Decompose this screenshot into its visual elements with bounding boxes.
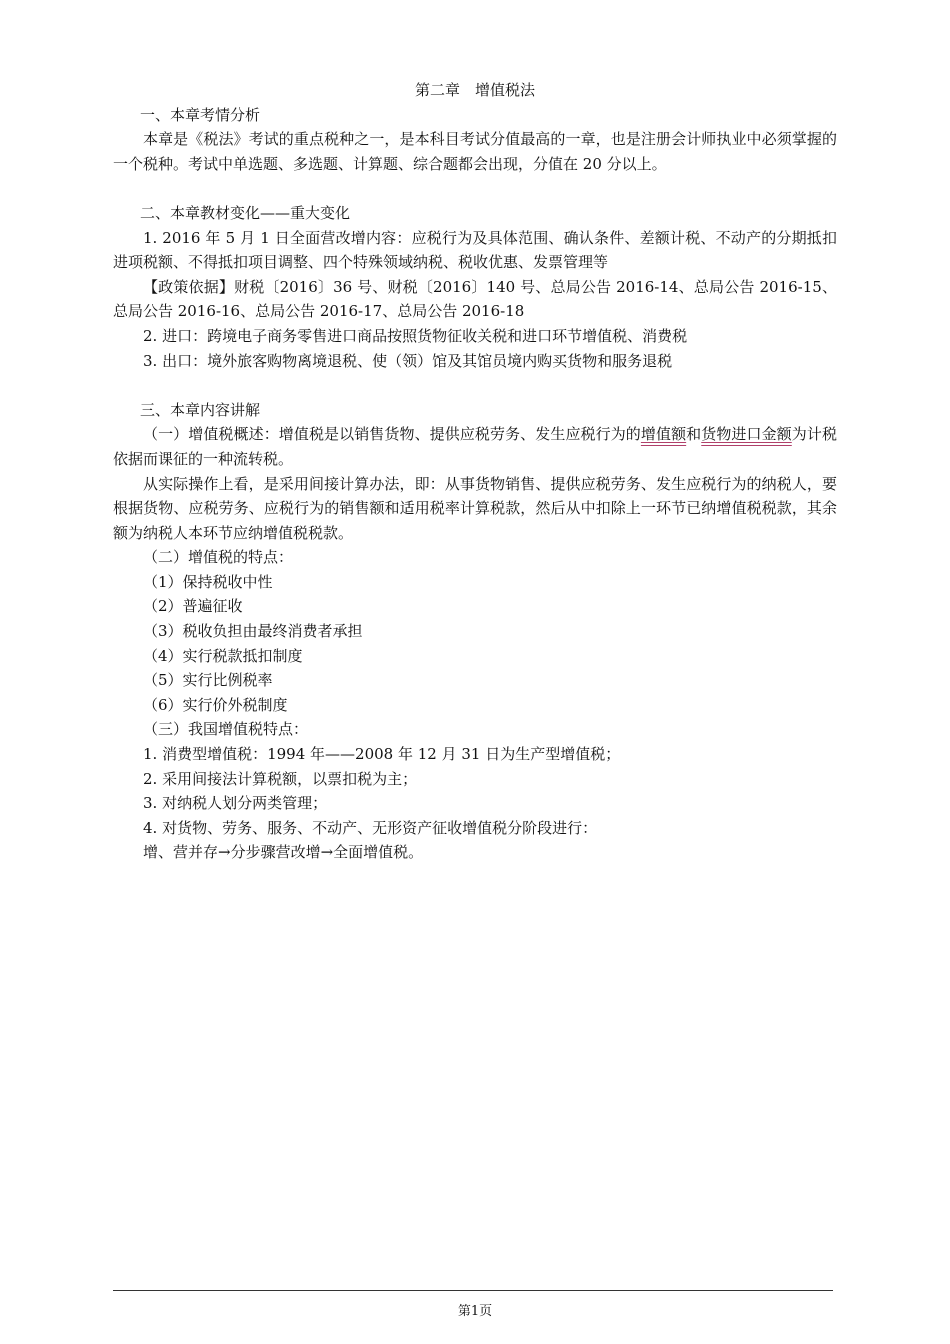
change-item-1: 1. 2016 年 5 月 1 日全面营改增内容：应税行为及具体范围、确认条件、差额计税、不动产的分期抵扣进项税额、不得抵扣项目调整、四个特殊领域纳税、税收优惠、发票管理等: [113, 228, 837, 272]
underlined-term-value-added: 增值额: [640, 425, 687, 444]
policy-basis-label: 【政策依据】: [143, 277, 235, 296]
section-heading-textbook-changes: 二、本章教材变化——重大变化: [140, 203, 351, 222]
section-heading-content: 三、本章内容讲解: [140, 400, 261, 419]
overview-text-c: 为计税依据而课征的一种流转税。: [113, 425, 837, 468]
practice-paragraph: 从实际操作上看，是采用间接计算办法，即：从事货物销售、提供应税劳务、发生应税行为的纳税人，要根据货物、应税劳务、应税行为的销售额和适用税率计算税款，然后从中扣除上一环节已纳增值税税款，其余额为纳税人本环节应纳增值税税款。: [113, 474, 837, 542]
page-number: 第1页: [457, 1304, 493, 1319]
features-heading: （二）增值税的特点：: [143, 548, 294, 567]
document-body: [113, 78, 837, 865]
blank-line: [113, 176, 837, 201]
feature-item: （5）实行比例税率: [143, 671, 273, 690]
china-vat-item: 3. 对纳税人划分两类管理；: [143, 794, 328, 813]
china-vat-heading: （三）我国增值税特点：: [143, 720, 309, 739]
blank-line: [113, 373, 837, 398]
footer-divider: [113, 1290, 833, 1291]
vat-overview-paragraph: [113, 422, 837, 471]
underlined-term-import-amount: 货物进口金额: [701, 425, 792, 444]
overview-text-a: （一）增值税概述：增值税是以销售货物、提供应税劳务、发生应税行为的: [143, 425, 641, 444]
section-heading-exam-analysis: 一、本章考情分析: [140, 105, 261, 124]
reform-stages: 增、营并存→分步骤营改增→全面增值税。: [143, 843, 424, 862]
change-item-3: 3. 出口：境外旅客购物离境退税、使（领）馆及其馆员境内购买货物和服务退税: [143, 351, 673, 370]
feature-item: （1）保持税收中性: [143, 572, 273, 591]
chapter-title: 第二章 增值税法: [414, 81, 535, 99]
policy-basis-text: 财税〔2016〕36 号、财税〔2016〕140 号、总局公告 2016-14、总局公告 2016-15、总局公告 2016-16、总局公告 2016-17、总局公告 2016-18: [113, 277, 837, 321]
feature-item: （3）税收负担由最终消费者承担: [143, 622, 363, 641]
china-vat-item: 2. 采用间接法计算税额，以票扣税为主；: [143, 769, 418, 788]
feature-item: （4）实行税款抵扣制度: [143, 646, 303, 665]
change-item-2: 2. 进口：跨境电子商务零售进口商品按照货物征收关税和进口环节增值税、消费税: [143, 326, 688, 345]
feature-item: （2）普遍征收: [143, 597, 243, 616]
exam-analysis-paragraph: 本章是《税法》考试的重点税种之一，是本科目考试分值最高的一章，也是注册会计师执业中必须掌握的一个税种。考试中单选题、多选题、计算题、综合题都会出现，分值在 20 分以上。: [113, 130, 837, 173]
china-vat-item: 4. 对货物、劳务、服务、不动产、无形资产征收增值税分阶段进行：: [143, 818, 598, 837]
china-vat-item: 1. 消费型增值税：1994 年——2008 年 12 月 31 日为生产型增值税；: [143, 745, 621, 764]
feature-item: （6）实行价外税制度: [143, 695, 288, 714]
policy-basis-paragraph: [113, 275, 837, 324]
overview-text-b: 和: [686, 425, 702, 444]
